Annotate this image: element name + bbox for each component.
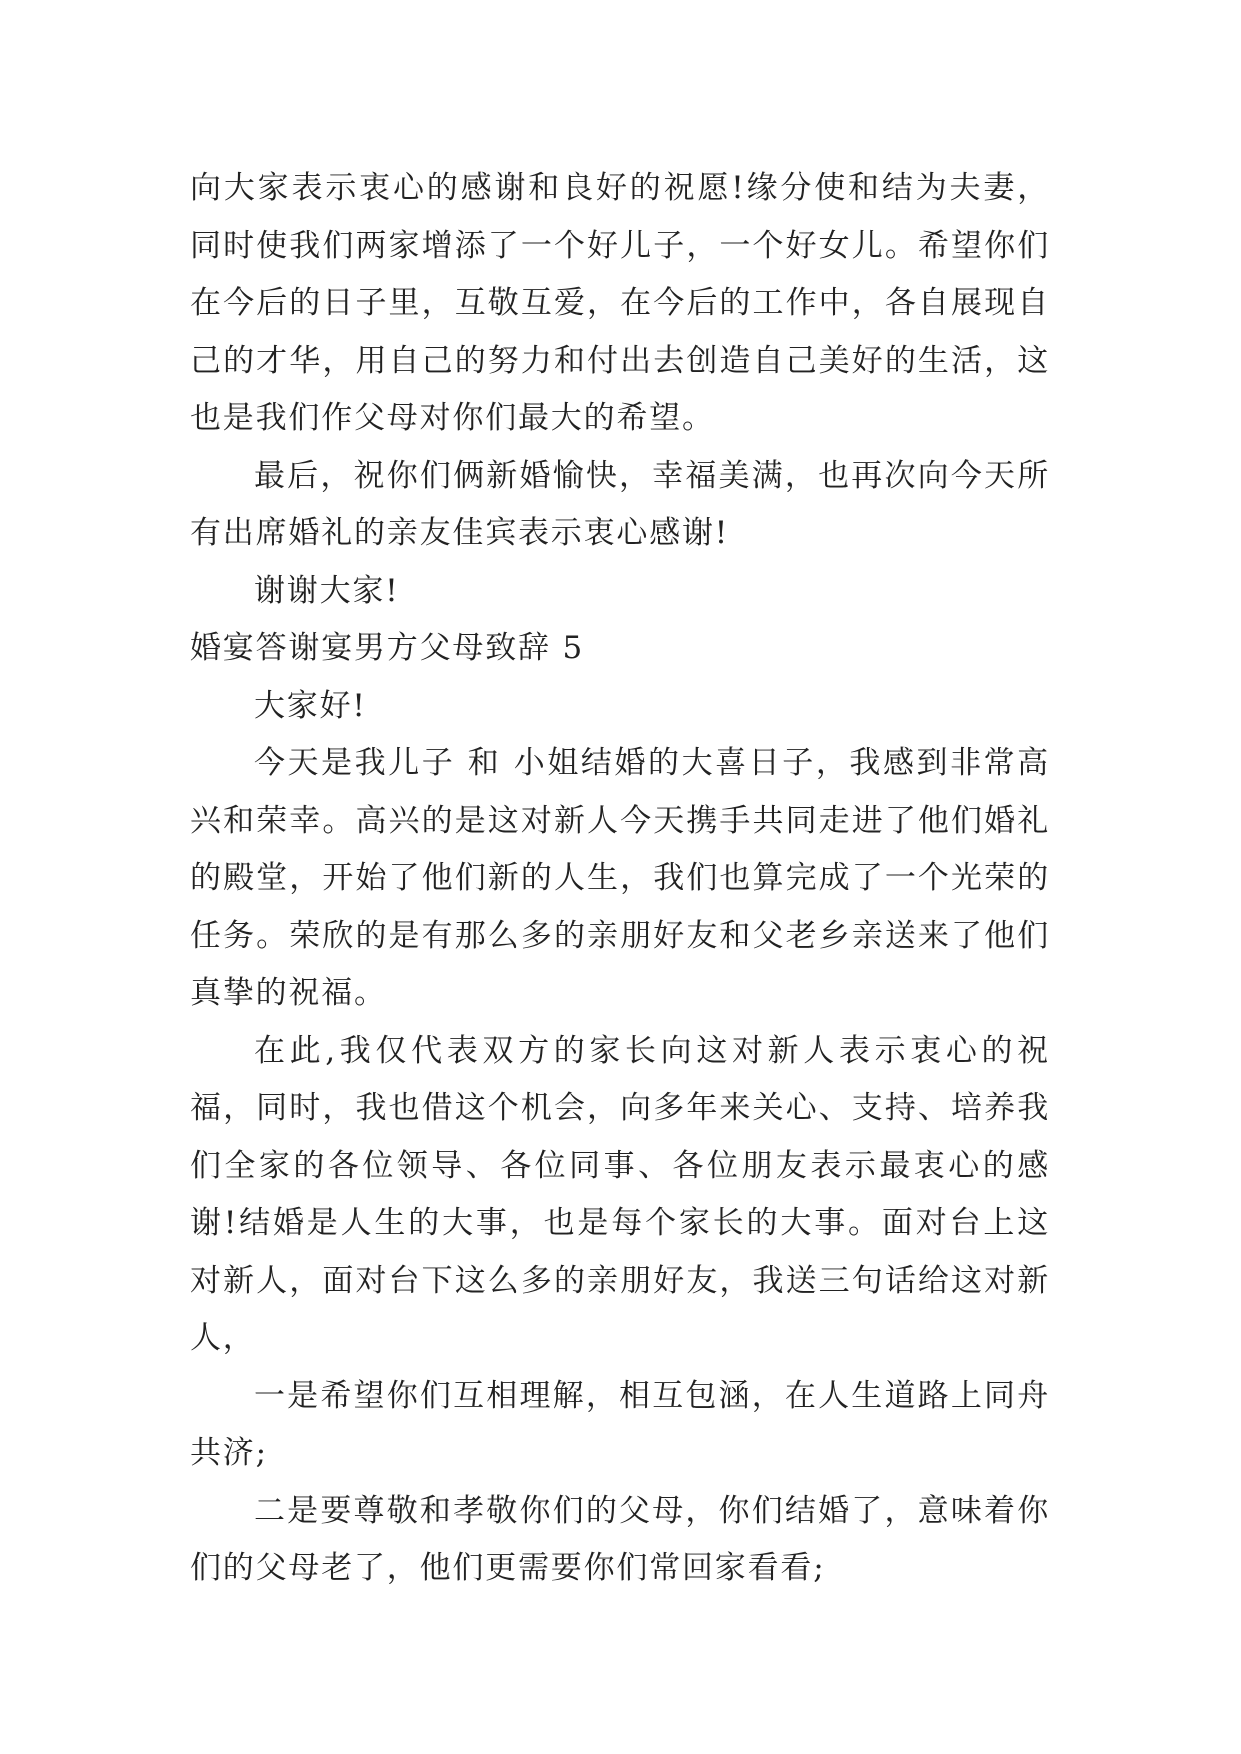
paragraph-greeting: 大家好! <box>254 687 367 724</box>
paragraph-advice-two: 二是要尊敬和孝敬你们的父母，你们结婚了，意味着你们的父母老了，他们更需要你们常回家看看; <box>190 1492 1050 1586</box>
document-body <box>190 160 1050 1598</box>
section-title: 婚宴答谢宴男方父母致辞 5 <box>190 630 584 666</box>
paragraph-blessing: 在此,我仅代表双方的家长向这对新人表示衷心的祝福，同时，我也借这个机会，向多年来关心、支持、培养我们全家的各位领导、各位同事、各位朋友表示最衷心的感谢!结婚是人生的大事，也是每个家长的大事。面对台上这对新人，面对台下这么多的亲朋好友，我送三句话给这对新人， <box>190 1032 1050 1356</box>
paragraph-closing-wishes: 最后，祝你们俩新婚愉快，幸福美满，也再次向今天所有出席婚礼的亲友佳宾表示衷心感谢! <box>190 457 1050 551</box>
paragraph-wedding-day: 今天是我儿子 和 小姐结婚的大喜日子，我感到非常高兴和荣幸。高兴的是这对新人今天携手共同走进了他们婚礼的殿堂，开始了他们新的人生，我们也算完成了一个光荣的任务。荣欣的是有那么多的亲朋好友和父老乡亲送来了他们真挚的祝福。 <box>190 745 1050 1011</box>
paragraph-advice-one: 一是希望你们互相理解，相互包涵，在人生道路上同舟共济; <box>190 1377 1050 1471</box>
paragraph-thanks: 谢谢大家! <box>254 572 400 609</box>
paragraph-continuation: 向大家表示衷心的感谢和良好的祝愿!缘分使和结为夫妻，同时使我们两家增添了一个好儿子，一个好女儿。希望你们在今后的日子里，互敬互爱，在今后的工作中，各自展现自己的才华，用自己的努力和付出去创造自己美好的生活，这也是我们作父母对你们最大的希望。 <box>190 170 1050 436</box>
